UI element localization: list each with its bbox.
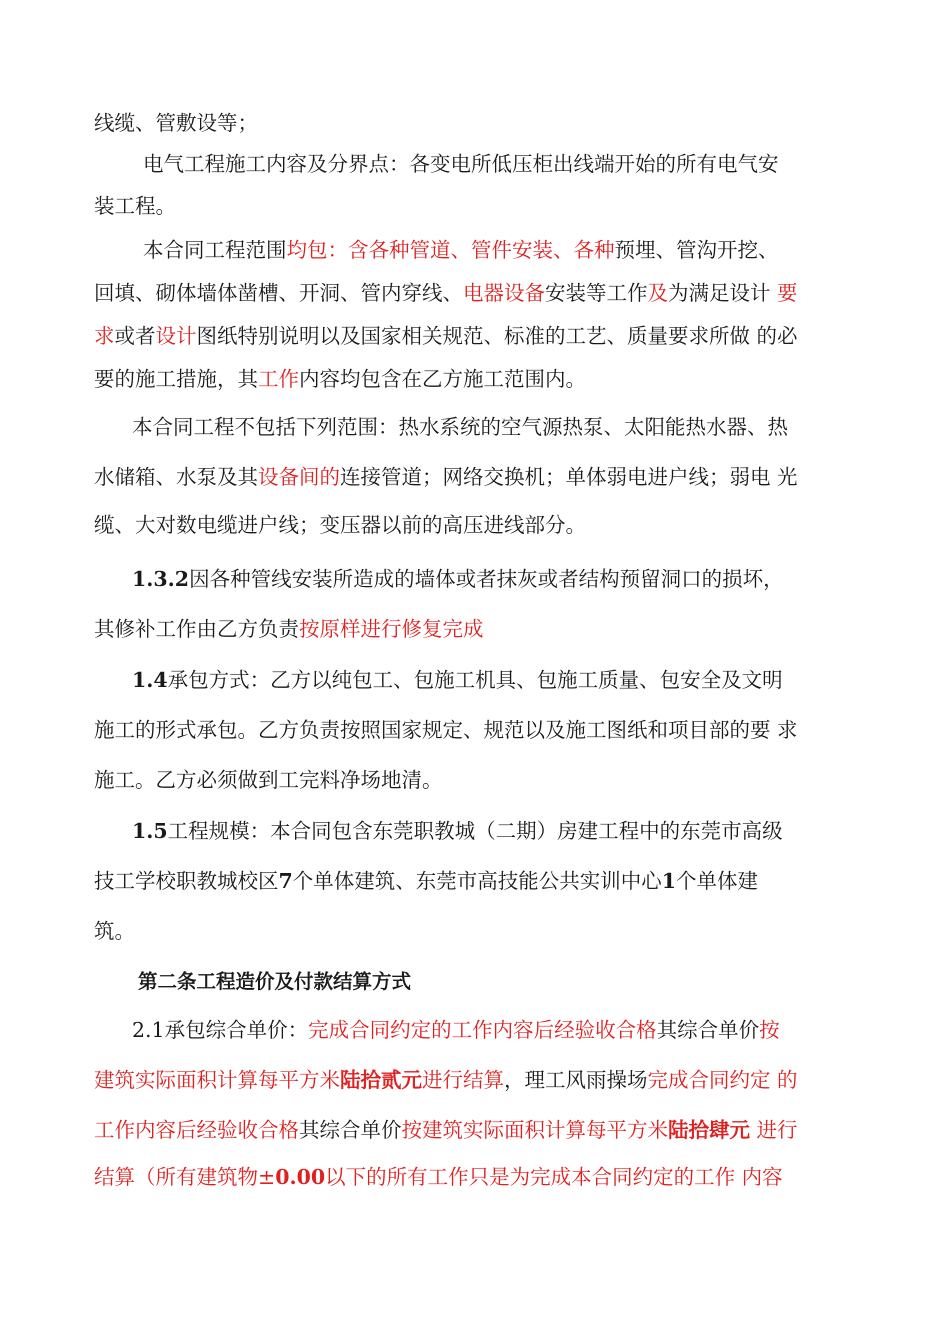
text-segment: 建筑实际面积计算每平方米	[94, 1068, 340, 1092]
text-segment: 本合同工程不包括下列范围：热水系统的空气源热泵、太阳能热水器、热	[132, 415, 788, 439]
text-line	[94, 192, 176, 220]
text-line	[94, 917, 135, 945]
text-segment: 1.3.2	[132, 567, 190, 591]
text-segment: 内容均包含在乙方施工范围内。	[299, 367, 586, 391]
text-line	[94, 463, 798, 491]
text-segment: 进行	[750, 1118, 798, 1142]
text-segment: 按原样进行修复完成	[299, 617, 484, 641]
text-segment: 1.4	[132, 668, 168, 692]
text-segment: 本合同工程范围	[143, 238, 287, 262]
text-segment: 结算（所有建筑物±	[94, 1165, 276, 1189]
text-segment: 预埋、管沟开挖、	[614, 238, 779, 262]
text-line	[94, 1066, 798, 1094]
text-segment: 工程规模：本合同包含东莞职教城（二期）房建工程中的东莞市高级	[167, 819, 783, 843]
text-line	[132, 666, 783, 694]
section-heading	[138, 967, 411, 996]
text-segment: 其修补工作由乙方负责	[94, 617, 299, 641]
text-segment: 2.1承包综合单价：	[132, 1018, 309, 1042]
text-segment: 要的施工措施，其	[94, 367, 258, 391]
text-segment: 设计	[155, 324, 197, 348]
text-segment: 图纸特别说明以及国家相关规范、标准的工艺、质量要求所做 的必	[196, 324, 798, 348]
text-segment: 其综合单价	[656, 1018, 760, 1042]
text-segment: 7	[278, 869, 293, 893]
text-line	[143, 236, 779, 264]
text-segment: 1	[661, 869, 677, 893]
text-line	[94, 365, 586, 393]
text-segment: 承包方式：乙方以纯包工、包施工机具、包施工质量、包安全及文明	[167, 668, 783, 692]
text-segment: 以下的所有工作只是为完成本合同约定的工作 内容	[325, 1165, 783, 1189]
text-segment: 连接管道；网络交换机；单体弱电进户线；弱电 光	[340, 465, 798, 489]
text-segment: 完成合同约定的工作内容后经验收合格	[308, 1018, 657, 1042]
text-line	[94, 511, 586, 539]
text-segment: 或者	[114, 324, 156, 348]
text-line	[94, 322, 798, 350]
text-line	[132, 565, 784, 593]
text-segment: 回填、砌体墙体凿槽、开洞、管内穿线、	[94, 281, 463, 305]
text-line	[94, 109, 258, 137]
text-segment: 陆拾肆元	[668, 1118, 750, 1142]
text-line	[132, 817, 783, 845]
text-line	[132, 1016, 780, 1044]
text-segment: 筑。	[94, 919, 135, 943]
text-segment: 线缆、管敷设等；	[94, 111, 258, 135]
text-segment: 缆、大对数电缆进户线；变压器以前的高压进线部分。	[94, 513, 586, 537]
text-line	[132, 413, 788, 441]
text-segment: 求	[94, 324, 115, 348]
text-line	[94, 1116, 798, 1144]
text-line	[94, 615, 484, 643]
text-segment: 要	[777, 281, 798, 305]
text-segment: 施工。乙方必须做到工完料净场地清。	[94, 768, 443, 792]
text-segment: 完成合同约定 的	[647, 1068, 798, 1092]
text-segment: 按	[759, 1018, 780, 1042]
text-segment: 个单体建筑、东莞市高技能公共实训中心	[292, 869, 662, 893]
text-segment: 设备间的	[258, 465, 340, 489]
text-segment: 技工学校职教城校区	[94, 869, 279, 893]
text-segment: 安装等工作	[545, 281, 648, 305]
text-segment: 0.00	[275, 1165, 326, 1189]
text-line	[94, 716, 798, 744]
text-segment: 电器设备	[463, 281, 545, 305]
text-segment: 电气工程施工内容及分界点：各变电所低压柜出线端开始的所有电气安	[143, 152, 779, 176]
text-segment: 第二条工程造价及付款结算方式	[138, 970, 412, 993]
text-segment: 工作	[258, 367, 299, 391]
text-segment: 为满足设计	[668, 281, 778, 305]
text-segment: 因各种管线安装所造成的墙体或者抹灰或者结构预留洞口的损坏，	[189, 567, 784, 591]
text-segment: 工作内容后经验收合格	[94, 1118, 299, 1142]
text-line	[143, 150, 779, 178]
text-segment: 施工的形式承包。乙方负责按照国家规定、规范以及施工图纸和项目部的要 求	[94, 718, 798, 742]
text-line	[94, 766, 443, 794]
text-segment: 及	[647, 281, 668, 305]
text-line	[94, 279, 798, 307]
text-segment: ，理工风雨操场	[504, 1068, 648, 1092]
text-segment: 陆拾贰元	[340, 1068, 422, 1092]
text-segment: 其综合单价	[299, 1118, 402, 1142]
text-line	[94, 867, 758, 895]
text-line	[94, 1163, 783, 1191]
text-segment: 进行结算	[422, 1068, 504, 1092]
text-segment: 1.5	[132, 819, 168, 843]
text-segment: 水储箱、水泵及其	[94, 465, 258, 489]
text-segment: 按建筑实际面积计算每平方米	[401, 1118, 668, 1142]
text-segment: 个单体建	[676, 869, 759, 893]
text-segment: 均包：含各种管道、管件安装、各种	[286, 238, 615, 262]
text-segment: 装工程。	[94, 194, 176, 218]
